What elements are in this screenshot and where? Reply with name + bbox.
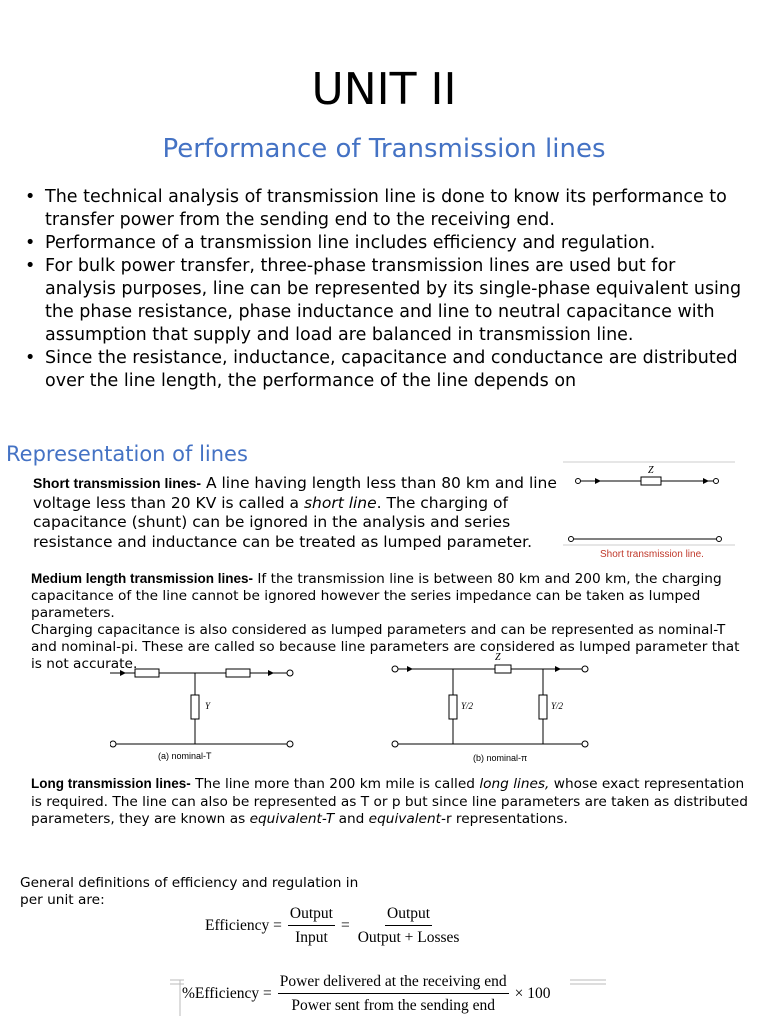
efficiency-lhs: Efficiency = (205, 917, 282, 934)
general-definitions-text: General definitions of efficiency and regulation in per unit are: (20, 875, 359, 908)
efficiency-formula (205, 905, 467, 947)
long-line-italic-3: equivalent- (368, 811, 446, 827)
long-line-text-3: and (334, 811, 369, 827)
nominal-t-figure (110, 660, 310, 765)
short-line-text: A line having length less than 80 km and line voltage less than 20 KV is called a (33, 474, 557, 512)
output-losses-fraction (356, 905, 462, 947)
long-line-label: Long transmission lines- (31, 776, 191, 791)
representation-heading: Representation of lines (6, 442, 248, 466)
nominal-pi-figure (385, 650, 595, 765)
medium-line-text-2: Charging capacitance is also considered as lumped parameters and can be represented as nominal-T and nominal-pi. These are called so because line parameters are considered as lumped parameter that is not accurate. (31, 622, 740, 672)
long-line-text-4: r representations. (445, 811, 568, 827)
nominal-pi-shunt-symbol-right: Y/2 (551, 701, 564, 711)
fraction-numerator: Power delivered at the receiving end (278, 973, 509, 994)
bullet-item: • Performance of a transmission line includes efficiency and regulation. (25, 232, 745, 255)
short-line-paragraph (33, 474, 563, 552)
fraction-denominator: Power sent from the sending end (291, 997, 496, 1014)
short-line-italic: short line (303, 493, 377, 512)
long-line-paragraph (31, 775, 751, 829)
equals-sign: = (340, 917, 350, 934)
times-100: × 100 (514, 985, 551, 1002)
percent-efficiency-formula (182, 973, 550, 1015)
long-line-text: The line more than 200 km mile is called (190, 776, 480, 792)
medium-line-text: If the transmission line is between 80 km and 200 km, the charging capacitance of the line cannot be ignored however the series impedance can be taken as lumped parameters. (31, 571, 722, 621)
slide-subtitle: Performance of Transmission lines (162, 134, 606, 164)
slide-title: UNIT II (311, 64, 457, 115)
nominal-pi-caption: (b) nominal-π (473, 753, 528, 763)
fraction-denominator: Input (295, 929, 328, 946)
nominal-t-shunt-symbol: Y (205, 701, 211, 711)
nominal-pi-shunt-symbol-left: Y/2 (461, 701, 474, 711)
bullet-item: • For bulk power transfer, three-phase transmission lines are used but for analysis purposes, line can be represented by its single-phase equivalent using the phase resistance, phase inductance and line to neutral capacitance with assumption that supply and load are balanced in transmission line. (25, 255, 745, 347)
fraction-numerator: Output (385, 905, 432, 926)
fraction-denominator: Output + Losses (357, 929, 460, 946)
long-line-italic-2: equivalent-T (249, 811, 335, 827)
bullet-item: • The technical analysis of transmission line is done to know its performance to transfer power from the sending end to the receiving end. (25, 186, 745, 232)
fraction-numerator: Output (288, 905, 335, 926)
output-input-fraction (288, 905, 335, 947)
power-fraction (278, 973, 509, 1015)
short-line-label: Short transmission lines- (33, 475, 202, 491)
long-line-italic: long lines, (479, 776, 550, 792)
nominal-pi-series-symbol: Z (495, 652, 501, 663)
short-line-text-2: . The charging of capacitance (shunt) can be ignored in the analysis and series resistance and inductance can be treated as lumped parameter. (33, 493, 532, 551)
bullet-item: • Since the resistance, inductance, capacitance and conductance are distributed over the line length, the performance of the line depends on (25, 347, 745, 393)
short-line-caption: Short transmission line. (600, 549, 704, 560)
bullet-list (25, 186, 745, 432)
nominal-t-caption: (a) nominal-T (158, 751, 212, 761)
percent-efficiency-lhs: %Efficiency = (182, 985, 272, 1002)
short-line-z-symbol: Z (648, 465, 654, 476)
medium-line-label: Medium length transmission lines- (31, 571, 254, 586)
long-line-text-2: whose exact representation is required. The line can also be represented as T or p but since line parameters are taken as distributed parameters, they are known as (31, 776, 748, 827)
